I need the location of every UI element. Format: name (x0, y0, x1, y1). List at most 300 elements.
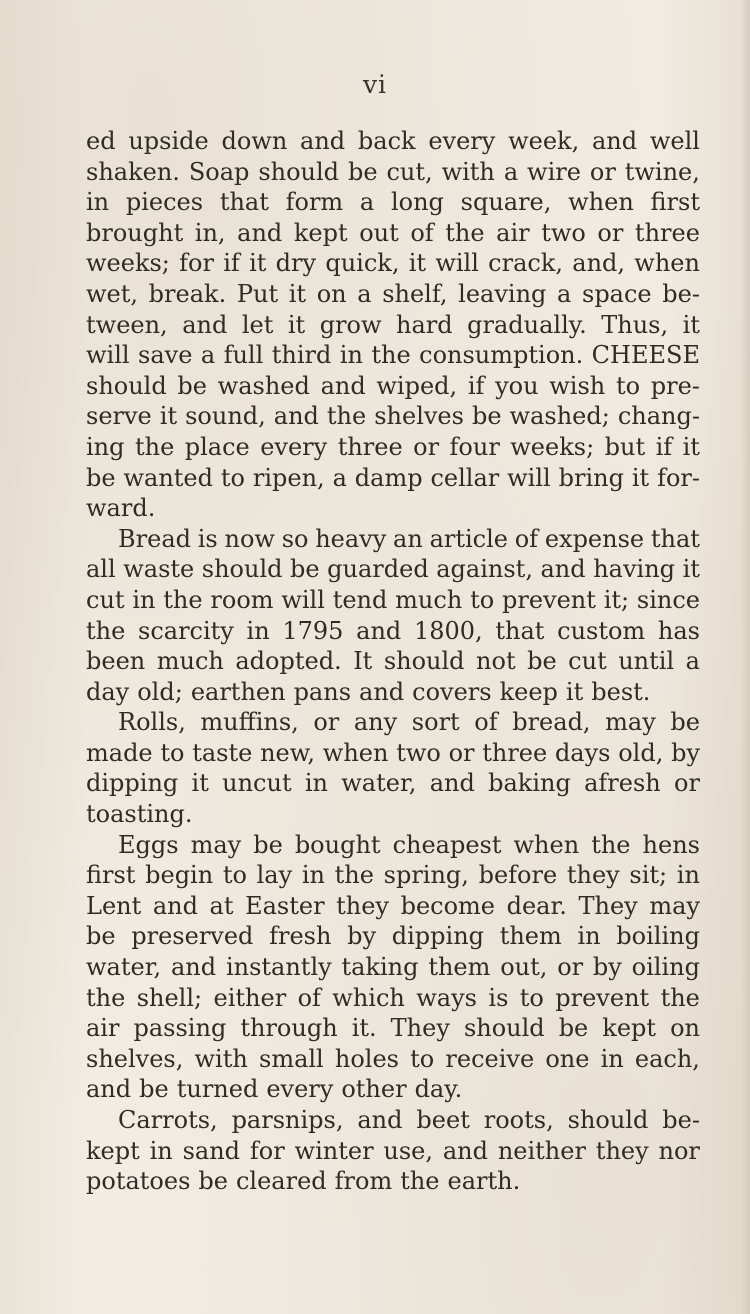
word: three (482, 738, 548, 767)
word: and (152, 891, 198, 920)
word: it (408, 249, 427, 278)
word: on (316, 279, 347, 308)
text-line (86, 860, 700, 891)
word: afresh (584, 769, 661, 798)
word: neither (497, 1136, 586, 1165)
word: in (600, 1044, 624, 1073)
word: bring (558, 463, 624, 492)
word: will (86, 341, 130, 370)
word: washed; (509, 402, 610, 431)
text-line (86, 983, 700, 1014)
word: so (281, 524, 309, 553)
word: ed (86, 127, 116, 155)
text-line (86, 401, 700, 432)
word: weeks; (86, 249, 170, 278)
word: use, (383, 1136, 433, 1165)
word: sit; (629, 861, 668, 890)
word: oiling (631, 953, 700, 982)
word: nor (658, 1136, 700, 1165)
text-line (86, 310, 700, 341)
text-line (86, 616, 700, 647)
text-line (86, 524, 700, 555)
word: one (545, 1044, 590, 1073)
text-line (86, 952, 700, 983)
word: guarded (327, 555, 429, 584)
word: Rolls, (118, 708, 186, 737)
word: shaken. (86, 157, 180, 186)
word: twine, (624, 157, 700, 186)
text-line (86, 371, 700, 402)
word: beet (416, 1106, 470, 1134)
word: with (194, 1044, 248, 1073)
text-line (86, 921, 700, 952)
word: CHEESE (591, 341, 700, 370)
word: a (359, 188, 375, 217)
word: or (597, 218, 624, 247)
word: days (554, 738, 611, 767)
word: when (634, 249, 700, 278)
word: the (445, 218, 485, 247)
word: each, (634, 1044, 700, 1073)
text-line (86, 279, 700, 310)
text-line (86, 1105, 700, 1136)
word: dipping (391, 922, 485, 951)
text-line (86, 126, 700, 157)
word: to (222, 861, 247, 890)
word: shelf, (382, 279, 448, 308)
text-line (86, 157, 700, 188)
word: and (540, 555, 586, 584)
text-line (86, 738, 700, 769)
word: spring, (383, 861, 469, 890)
word: and (237, 218, 283, 247)
text-line (86, 554, 700, 585)
word: hens (642, 830, 700, 859)
word: shelves, (86, 1044, 184, 1073)
word: to (519, 983, 544, 1012)
word: winter (294, 1136, 374, 1165)
page-number: vi (362, 70, 388, 99)
word: it (565, 677, 584, 706)
word: it (682, 310, 700, 339)
word: roots, (483, 1106, 554, 1134)
word: by (671, 738, 700, 767)
word: article (429, 524, 508, 553)
word: in (149, 1136, 173, 1165)
word: on (670, 1014, 700, 1043)
word: all (86, 555, 116, 584)
word: Lent (86, 891, 142, 920)
word: gradually. (467, 310, 587, 339)
word: baking (488, 769, 571, 798)
word: been (86, 647, 146, 676)
text-line (86, 1136, 700, 1167)
word: they (566, 861, 620, 890)
word: be- (662, 1106, 700, 1134)
word: long (390, 188, 444, 217)
word: prevent (501, 585, 596, 614)
word: They (390, 1014, 450, 1043)
word: should (463, 1014, 545, 1043)
word: grow (319, 310, 382, 339)
word: every (266, 1075, 334, 1104)
word: damp (354, 463, 423, 492)
word: to (410, 1044, 435, 1073)
word: Easter (245, 891, 325, 920)
word: holes (334, 1044, 399, 1073)
word: when (568, 188, 634, 217)
word: the (371, 341, 411, 370)
word: cellar (430, 463, 500, 492)
word: four (449, 432, 500, 461)
word: place (184, 432, 250, 461)
word: it (682, 555, 700, 584)
word: the (400, 1167, 440, 1196)
paper-edge (740, 0, 750, 1314)
text-line (86, 891, 700, 922)
word: it (288, 279, 307, 308)
word: the (591, 830, 631, 859)
word: be (471, 402, 502, 431)
word: may (190, 830, 242, 859)
word: two (396, 738, 441, 767)
word: ing (86, 432, 125, 461)
word: of (410, 218, 434, 247)
word: let (241, 310, 274, 339)
word: by (592, 953, 622, 982)
word: of (514, 524, 539, 553)
word: day. (414, 1075, 463, 1104)
word: boiling (616, 922, 700, 951)
word: in (676, 861, 700, 890)
word: it (682, 432, 700, 461)
word: weeks; (510, 432, 595, 461)
word: out, (500, 953, 548, 982)
word: should (86, 371, 167, 400)
word: in (246, 616, 270, 645)
word: expense (544, 524, 645, 553)
word: tween, (86, 310, 168, 339)
word: Soap (188, 157, 250, 186)
word: full (223, 341, 264, 370)
word: if (655, 432, 673, 461)
word: uncut (222, 769, 292, 798)
word: and (273, 402, 319, 431)
word: to (615, 371, 641, 400)
word: they (336, 891, 389, 920)
word: shelves (374, 402, 464, 431)
word: washed (217, 371, 310, 400)
word: space (582, 279, 652, 308)
word: toasting. (86, 800, 193, 829)
word: it (191, 769, 209, 798)
word: they (595, 1136, 649, 1165)
word: out (359, 218, 399, 247)
word: brought (86, 218, 184, 247)
word: covers (412, 677, 492, 706)
word: ripen, (252, 463, 325, 492)
word: the (86, 983, 126, 1012)
word: kept (86, 1136, 140, 1165)
text-line (86, 707, 700, 738)
word: will (435, 249, 479, 278)
word: it (249, 249, 267, 278)
word: tend (332, 585, 388, 614)
word: instantly (225, 953, 332, 982)
word: and (357, 1106, 403, 1134)
word: Put (236, 279, 279, 308)
word: any (353, 708, 398, 737)
text-line (86, 677, 700, 708)
word: preserved (131, 922, 254, 951)
text-line (86, 1166, 700, 1197)
word: should (201, 555, 283, 584)
word: a (332, 463, 347, 492)
text-line (86, 463, 700, 494)
word: through (240, 1014, 338, 1043)
word: an (393, 524, 423, 553)
word: be (527, 647, 557, 676)
word: but (604, 432, 646, 461)
word: first (650, 188, 700, 217)
word: from (334, 1167, 393, 1196)
word: old; (137, 677, 183, 706)
word: for (249, 1136, 285, 1165)
word: at (209, 891, 234, 920)
word: sand (182, 1136, 241, 1165)
word: the (326, 402, 367, 431)
word: square, (460, 188, 552, 217)
word: in (577, 922, 601, 951)
word: be (177, 371, 207, 400)
word: in (86, 188, 110, 217)
word: old, (618, 738, 664, 767)
word: you (495, 371, 539, 400)
word: made (86, 738, 153, 767)
word: before (478, 861, 558, 890)
word: small (259, 1044, 324, 1073)
word: by (347, 922, 377, 951)
word: earthen (190, 677, 286, 706)
word: it. (351, 1014, 377, 1043)
word: turned (176, 1075, 259, 1104)
word: cut (568, 647, 607, 676)
word: become (400, 891, 495, 920)
text-line (86, 799, 700, 830)
word: shell; (136, 983, 203, 1012)
word: should (567, 1106, 649, 1134)
word: other (341, 1075, 407, 1104)
word: receive (445, 1044, 535, 1073)
word: them (499, 922, 562, 951)
word: that (495, 616, 545, 645)
word: until (618, 647, 675, 676)
word: three (337, 432, 403, 461)
word: or (674, 769, 700, 798)
word: that (650, 524, 700, 553)
word: wish (549, 371, 606, 400)
word: and (356, 616, 402, 645)
word: air (86, 1014, 120, 1043)
word: be (558, 1014, 589, 1043)
word: for (179, 249, 214, 278)
text-line (86, 585, 700, 616)
word: earth. (447, 1167, 521, 1196)
word: passing (133, 1014, 227, 1043)
word: cut (86, 585, 125, 614)
word: or (313, 708, 340, 737)
word: wiped, (376, 371, 458, 400)
word: custom (557, 616, 646, 645)
word: waste (123, 555, 195, 584)
word: fresh (269, 922, 332, 951)
word: cut, (386, 157, 433, 186)
word: adopted. (235, 647, 342, 676)
word: of (297, 983, 321, 1012)
word: kept (293, 218, 348, 247)
word: They (578, 891, 638, 920)
word: lay (256, 861, 293, 890)
word: when (513, 830, 580, 859)
word: a (557, 279, 572, 308)
text-line (86, 1013, 700, 1044)
word: of (474, 708, 498, 737)
word: best. (591, 677, 651, 706)
word: week, (508, 127, 580, 155)
word: air (496, 218, 530, 247)
word: down (221, 127, 288, 155)
word: and (170, 953, 217, 982)
word: taste (192, 738, 253, 767)
word: them (428, 953, 491, 982)
word: not (476, 647, 516, 676)
word: parsnips, (231, 1106, 344, 1134)
word: water, (86, 953, 162, 982)
word: in (339, 341, 363, 370)
word: has (657, 616, 700, 645)
word: Thus, (601, 310, 669, 339)
text-line (86, 340, 700, 371)
word: may (605, 708, 656, 737)
word: in (304, 769, 328, 798)
word: in (301, 861, 325, 890)
word: dear. (506, 891, 567, 920)
word: or (448, 738, 475, 767)
word: and (359, 677, 405, 706)
word: be (670, 708, 700, 737)
word: with (441, 157, 495, 186)
text-line (86, 1044, 700, 1075)
word: break. (148, 279, 227, 308)
word: pre- (650, 371, 700, 400)
word: cleared (235, 1167, 327, 1196)
word: upside (128, 127, 209, 155)
word: and (182, 310, 228, 339)
word: crack, (488, 249, 563, 278)
word: either (213, 983, 287, 1012)
word: be (290, 555, 320, 584)
word: much (395, 585, 463, 614)
word: Eggs (118, 830, 179, 859)
word: will (507, 463, 551, 492)
word: back (357, 127, 416, 155)
word: and (86, 1075, 132, 1104)
word: It (353, 647, 373, 676)
word: serve (86, 402, 152, 431)
word: dipping (86, 769, 179, 798)
word: wanted (123, 463, 213, 492)
word: and (300, 127, 346, 155)
word: form (285, 188, 344, 217)
word: the (86, 616, 126, 645)
word: in (132, 585, 156, 614)
word: since (636, 585, 700, 614)
word: having (593, 555, 676, 584)
word: every (428, 127, 496, 155)
word: wire (527, 157, 581, 186)
word: keep (499, 677, 558, 706)
word: and (442, 1136, 488, 1165)
word: Carrots, (118, 1106, 218, 1134)
word: sound, (185, 402, 266, 431)
word: a (685, 647, 700, 676)
text-line (86, 248, 700, 279)
word: taking (341, 953, 419, 982)
word: and, (572, 249, 626, 278)
word: begin (145, 861, 214, 890)
word: if (467, 371, 485, 400)
word: pans (293, 677, 352, 706)
word: be (139, 1075, 169, 1104)
word: should (383, 647, 465, 676)
word: be (86, 922, 116, 951)
word: prevent (555, 983, 650, 1012)
word: a (200, 341, 216, 370)
word: ways (416, 983, 477, 1012)
word: in, (194, 218, 226, 247)
word: pieces (125, 188, 204, 217)
word: and (429, 769, 475, 798)
word: cheapest (392, 830, 502, 859)
word: wet, (86, 279, 139, 308)
word: 1795 (282, 616, 344, 645)
word: the (134, 432, 175, 461)
word: be (198, 1167, 228, 1196)
word: potatoes (86, 1167, 191, 1196)
text-line (86, 432, 700, 463)
word: or (557, 953, 584, 982)
word: a (357, 279, 372, 308)
word: every (260, 432, 328, 461)
text-line (86, 218, 700, 249)
text-line (86, 646, 700, 677)
word: now (224, 524, 275, 553)
word: should (258, 157, 340, 186)
word: room (210, 585, 274, 614)
text-line (86, 187, 700, 218)
word: to (220, 463, 245, 492)
text-line (86, 768, 700, 799)
word: chang- (617, 402, 700, 431)
word: ward. (86, 494, 156, 523)
word: muffins, (200, 708, 299, 737)
word: be- (662, 279, 700, 308)
word: it; (603, 585, 630, 614)
body-text (86, 126, 700, 1197)
word: if (223, 249, 240, 278)
word: scarcity (138, 616, 234, 645)
word: be (347, 157, 378, 186)
